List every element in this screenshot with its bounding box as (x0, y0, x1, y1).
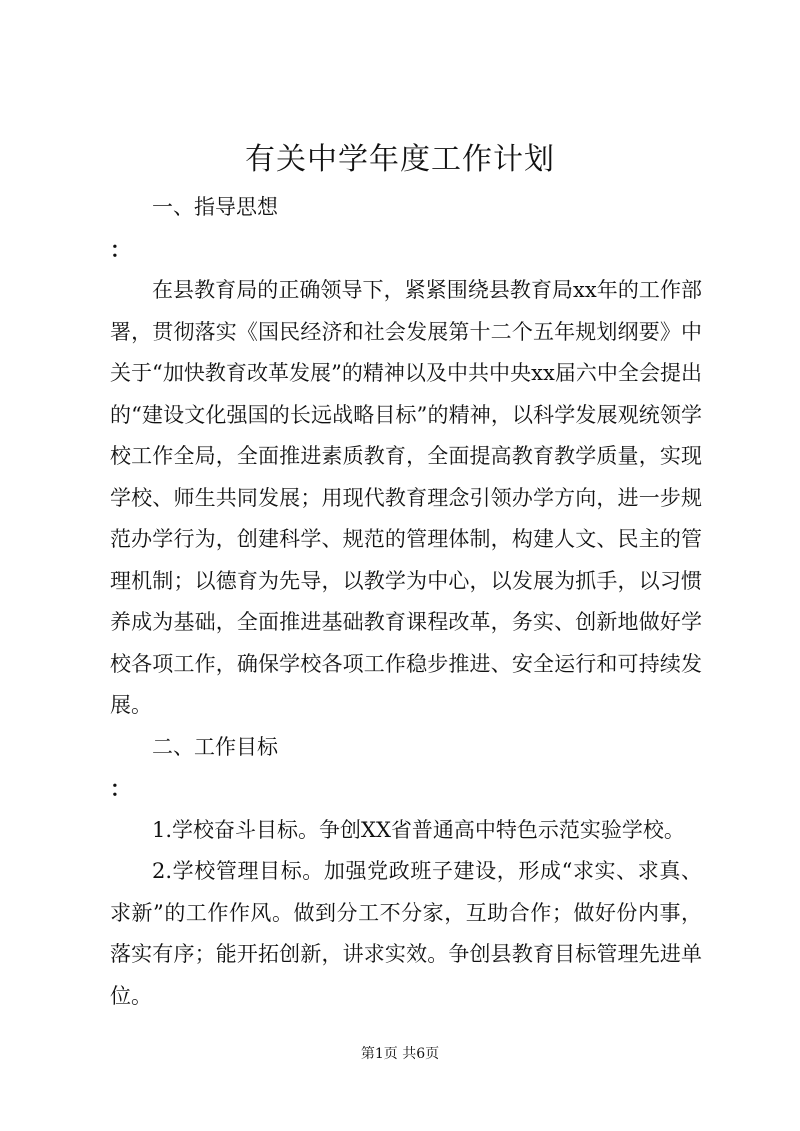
paragraph-school-goal: 1.学校奋斗目标。争创XX省普通高中特色示范实验学校。 (152, 817, 685, 842)
section-colon: ： (110, 776, 131, 801)
paragraph-guiding-ideology: 在县教育局的正确领导下，紧紧围绕县教育局xx年的工作部署，贯彻落实《国民经济和社会发展第十二个五年规划纲要》中关于“加快教育改革发展”的精神以及中共中央xx届六中全会提出的“建设文化强国的长远战略目标”的精神，以科学发展观统领学校工作全局，全面推进素质教育，全面提高教育教学质量，实现学校、师生共同发展；用现代教育理念引领办学方向，进一步规范办学行为，创建科学、规范的管理体制，构建人文、民主的管理机制；以德育为先导，以教学为中心，以发展为抓手，以习惯养成为基础，全面推进基础教育课程改革，务实、创新地做好学校各项工作，确保学校各项工作稳步推进、安全运行和可持续发展。 (110, 278, 702, 717)
section-colon: ： (110, 236, 131, 262)
section-heading-work-goals: 二、工作目标 (152, 734, 278, 759)
document-body (110, 187, 702, 1017)
document-title: 有关中学年度工作计划 (245, 142, 555, 177)
section-heading-guiding-ideology: 一、指导思想 (152, 195, 278, 219)
page-footer: 第1页 共6页 (360, 1046, 440, 1062)
paragraph-management-goal: 2.学校管理目标。加强党政班子建设，形成“求实、求真、求新”的工作作风。做到分工不分家，互助合作；做好份内事，落实有序；能开拓创新，讲求实效。争创县教育目标管理先进单位。 (110, 859, 702, 1008)
